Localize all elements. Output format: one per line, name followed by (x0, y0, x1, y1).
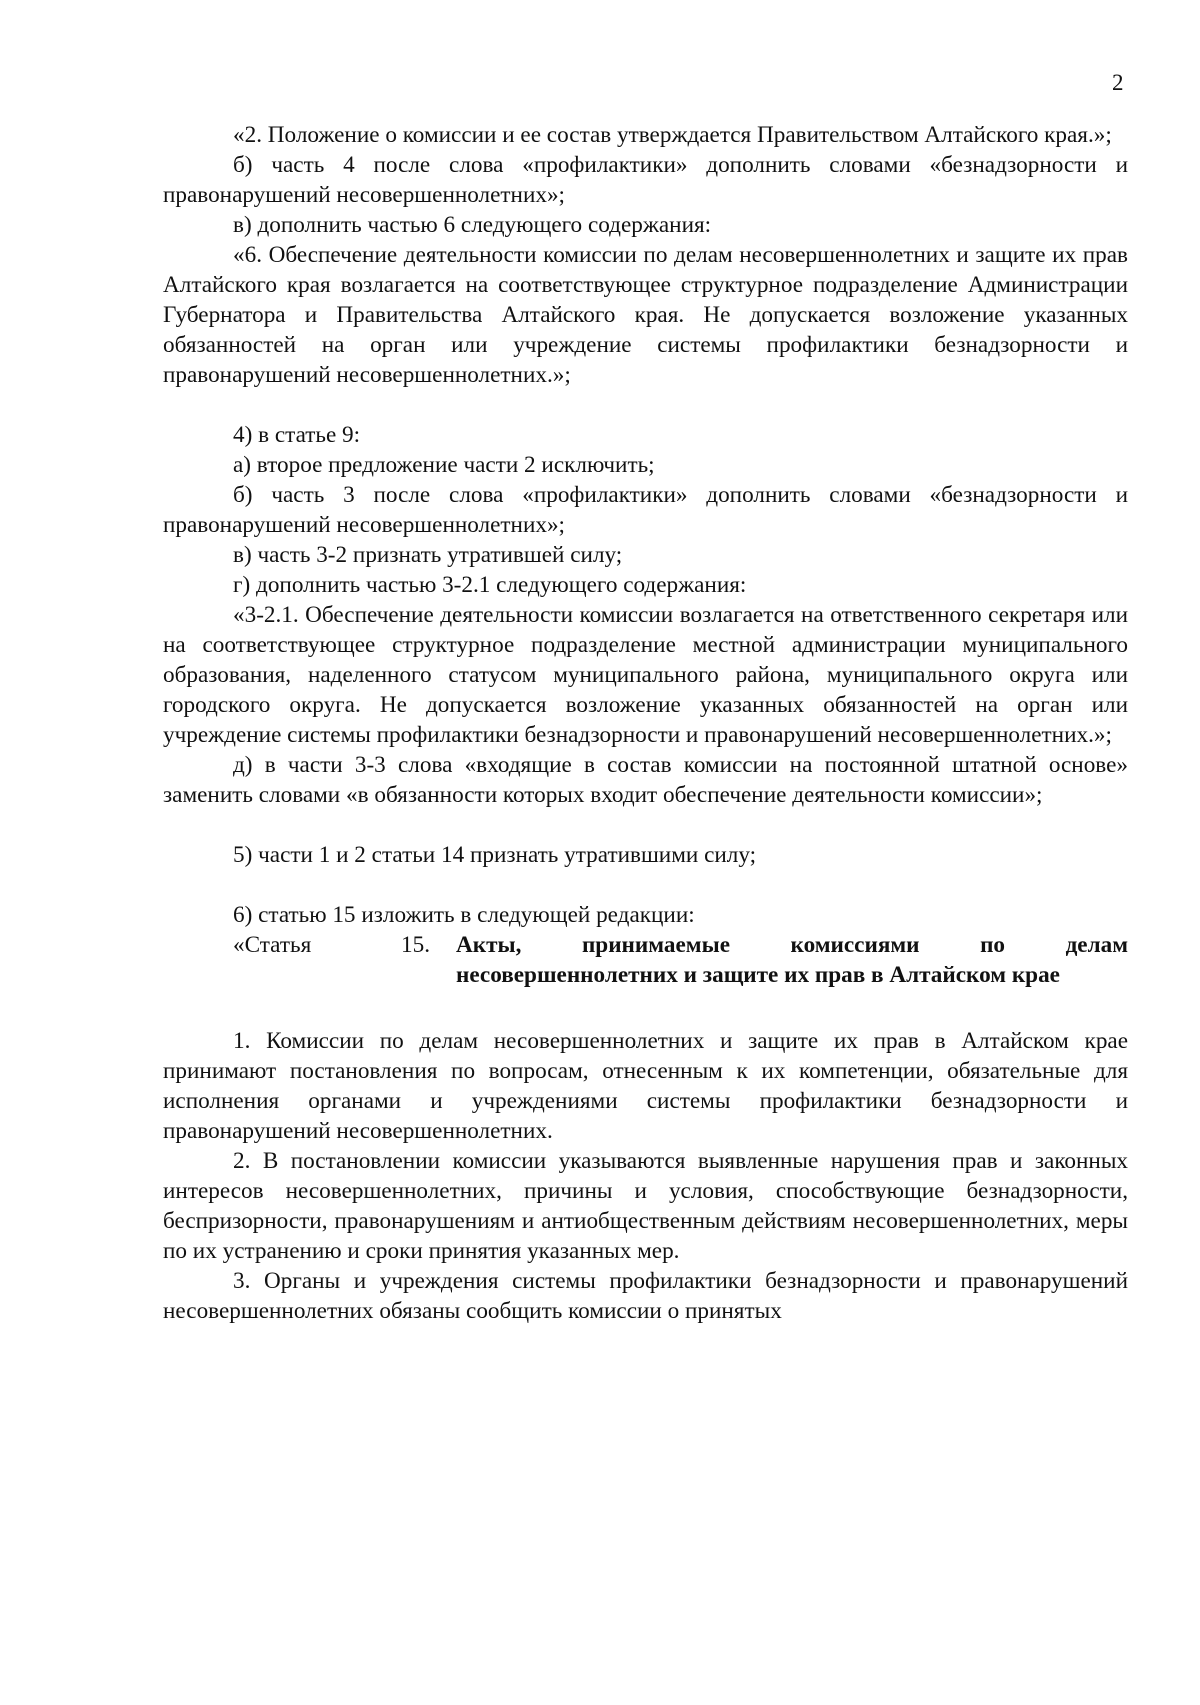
paragraph: б) часть 3 после слова «профилактики» дополнить словами «безнадзорности и правонарушений несовершеннолетних»; (163, 482, 1128, 538)
article-heading-lead (163, 930, 456, 960)
paragraph: г) дополнить частью 3-2.1 следующего содержания: (233, 572, 747, 598)
paragraph: «2. Положение о комиссии и ее состав утверждается Правительством Алтайского края.»; (233, 122, 1112, 148)
paragraph: «6. Обеспечение деятельности комиссии по делам несовершеннолетних и защите их прав Алтайского края возлагается на соответствующее структурное подразделение Администрации Губернатора и Правительства Алтайского края. Не допускается возложение указанных обязанностей на орган или учреждение системы профилактики безнадзорности и правонарушений несовершеннолетних.»; (163, 242, 1128, 388)
spacer (163, 390, 1128, 420)
page-number: 2 (1112, 70, 1124, 95)
spacer (163, 870, 1128, 900)
document-body (163, 120, 1128, 1326)
paragraph: в) часть 3-2 признать утратившей силу; (233, 542, 623, 568)
paragraph: б) часть 4 после слова «профилактики» дополнить словами «безнадзорности и правонарушений несовершеннолетних»; (163, 152, 1128, 208)
article-heading (163, 930, 1128, 990)
article-title: Акты, принимаемые комиссиями по делам несовершеннолетних и защите их прав в Алтайском крае (456, 932, 1128, 988)
paragraph: 3. Органы и учреждения системы профилактики безнадзорности и правонарушений несовершеннолетних обязаны сообщить комиссии о принятых (163, 1268, 1128, 1324)
spacer (163, 990, 1128, 1026)
paragraph: 6) статью 15 изложить в следующей редакции: (233, 902, 695, 928)
paragraph: а) второе предложение части 2 исключить; (233, 452, 655, 478)
paragraph: 1. Комиссии по делам несовершеннолетних и защите их прав в Алтайском крае принимают постановления по вопросам, отнесенным к их компетенции, обязательные для исполнения органами и учреждениями системы профилактики безнадзорности и правонарушений несовершеннолетних. (163, 1028, 1128, 1144)
paragraph: д) в части 3-3 слова «входящие в состав комиссии на постоянной штатной основе» заменить словами «в обязанности которых входит обеспечение деятельности комиссии»; (163, 752, 1128, 808)
article-word: «Статья (233, 932, 312, 958)
paragraph: в) дополнить частью 6 следующего содержания: (233, 212, 712, 238)
paragraph: 5) части 1 и 2 статьи 14 признать утратившими силу; (233, 842, 757, 868)
article-number: 15. (401, 932, 430, 958)
spacer (163, 810, 1128, 840)
paragraph: 2. В постановлении комиссии указываются выявленные нарушения прав и законных интересов несовершеннолетних, причины и условия, способствующие безнадзорности, беспризорности, правонарушениям и антиобщественным действиям несовершеннолетних, меры по их устранению и сроки принятия указанных мер. (163, 1148, 1128, 1264)
paragraph: «3-2.1. Обеспечение деятельности комиссии возлагается на ответственного секретаря или на соответствующее структурное подразделение местной администрации муниципального образования, наделенного статусом муниципального района, муниципального округа или городского округа. Не допускается возложение указанных обязанностей на орган или учреждение системы профилактики безнадзорности и правонарушений несовершеннолетних.»; (163, 602, 1128, 748)
paragraph: 4) в статье 9: (233, 422, 361, 448)
